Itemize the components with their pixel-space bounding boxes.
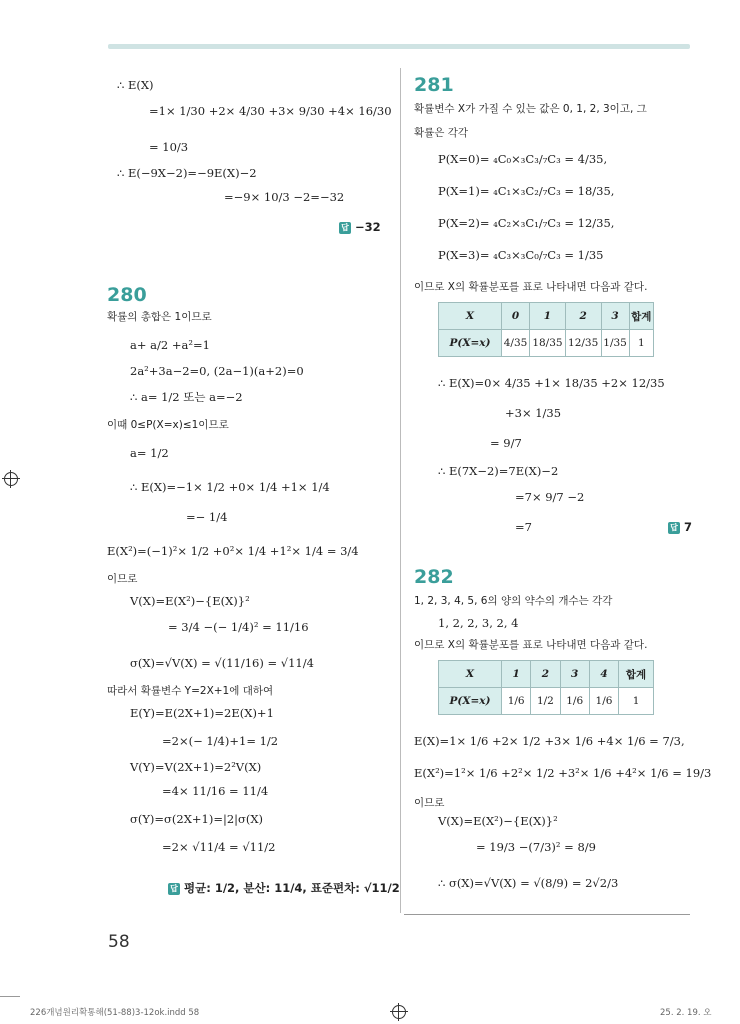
p280-line-3: 2a²+3a−2=0, (2a−1)(a+2)=0 (130, 364, 304, 378)
table-cell: P(X=x) (439, 330, 502, 357)
table-cell: 1/35 (601, 330, 629, 357)
line-279-3: = 10/3 (149, 140, 189, 154)
p280-line-9: E(X²)=(−1)²× 1/2 +0²× 1/4 +1²× 1/4 = 3/4 (107, 544, 359, 558)
table-cell: 합계 (629, 303, 653, 330)
p280-line-10: 이므로 (107, 573, 138, 585)
registration-mark-icon (4, 472, 18, 486)
problem-281-number: 281 (414, 74, 454, 96)
table-cell: 4 (589, 661, 618, 688)
footer-date: 25. 2. 19. 오 (660, 1008, 712, 1018)
p280-line-19: σ(Y)=σ(2X+1)=|2|σ(X) (130, 812, 264, 826)
p282-line-3: 이므로 X의 확률분포를 표로 나타내면 다음과 같다. (414, 639, 648, 651)
p280-line-20: =2× √11/4 = √11/2 (162, 840, 276, 854)
p281-calc-3: = 9/7 (490, 436, 522, 450)
table-cell: 0 (502, 303, 530, 330)
p280-line-13: σ(X)=√V(X) = √(11/16) = √11/4 (130, 656, 314, 670)
column-divider (400, 68, 401, 913)
line-279-4: ∴ E(−9X−2)=−9E(X)−2 (117, 166, 257, 180)
answer-279: 답 −32 (339, 220, 381, 234)
table-cell: 1/6 (589, 688, 618, 715)
table-cell: 1/6 (502, 688, 531, 715)
p280-line-11: V(X)=E(X²)−{E(X)}² (130, 594, 250, 608)
p280-line-8: =− 1/4 (186, 510, 228, 524)
table-cell: 4/35 (502, 330, 530, 357)
table-cell: 3 (601, 303, 629, 330)
distribution-table-282 (438, 660, 654, 715)
p280-line-2: a+ a/2 +a²=1 (130, 338, 210, 352)
p281-calc-1: ∴ E(X)=0× 4/35 +1× 18/35 +2× 12/35 (438, 376, 665, 390)
answer-badge-icon: 답 (168, 883, 180, 895)
table-cell: 합계 (619, 661, 654, 688)
footer-file: 226개념원리확통해(51-88)3-12ok.indd 58 (30, 1008, 200, 1018)
page-number: 58 (108, 932, 130, 952)
p282-line-2: 1, 2, 2, 3, 2, 4 (438, 616, 519, 630)
p280-line-15: E(Y)=E(2X+1)=2E(X)+1 (130, 706, 274, 720)
table-cell: 1/2 (531, 688, 560, 715)
p281-calc-4: ∴ E(7X−2)=7E(X)−2 (438, 464, 559, 478)
p280-line-5: 이때 0≤P(X=x)≤1이므로 (107, 419, 229, 431)
problem-282-number: 282 (414, 566, 454, 588)
registration-mark-icon (392, 1005, 406, 1019)
p282-calc-5: = 19/3 −(7/3)² = 8/9 (476, 840, 596, 854)
table-cell: 3 (560, 661, 589, 688)
table-row (439, 330, 654, 357)
table-cell: 1/6 (560, 688, 589, 715)
crop-line (0, 996, 20, 997)
answer-280: 답 평균: 1/2, 분산: 11/4, 표준편차: √11/2 (168, 880, 400, 896)
table-cell: 1 (502, 661, 531, 688)
answer-281: 답 7 (668, 520, 692, 534)
p282-calc-6: ∴ σ(X)=√V(X) = √(8/9) = 2√2/3 (438, 876, 619, 890)
p281-intro-1: 확률변수 X가 가질 수 있는 값은 0, 1, 2, 3이고, 그 (414, 103, 647, 115)
p282-calc-3: 이므로 (414, 797, 445, 809)
p282-calc-1: E(X)=1× 1/6 +2× 1/2 +3× 1/6 +4× 1/6 = 7/3, (414, 734, 685, 748)
p282-calc-4: V(X)=E(X²)−{E(X)}² (438, 814, 558, 828)
table-cell: 2 (531, 661, 560, 688)
p281-calc-2: +3× 1/35 (505, 406, 562, 420)
answer-badge-icon: 답 (668, 522, 680, 534)
table-cell: 1 (530, 303, 566, 330)
p281-table-caption: 이므로 X의 확률분포를 표로 나타내면 다음과 같다. (414, 281, 648, 293)
table-cell: 12/35 (565, 330, 601, 357)
table-cell: P(X=x) (439, 688, 502, 715)
p281-prob-1: P(X=1)= ₄C₁×₃C₂/₇C₃ = 18/35, (438, 184, 615, 198)
p281-calc-5: =7× 9/7 −2 (515, 490, 585, 504)
problem-280-number: 280 (107, 284, 147, 306)
distribution-table-281 (438, 302, 654, 357)
p282-calc-2: E(X²)=1²× 1/6 +2²× 1/2 +3²× 1/6 +4²× 1/6 = 19/3 (414, 766, 712, 780)
p280-line-6: a= 1/2 (130, 446, 169, 460)
p282-line-1: 1, 2, 3, 4, 5, 6의 양의 약수의 개수는 각각 (414, 595, 613, 607)
table-cell: 2 (565, 303, 601, 330)
p280-line-4: ∴ a= 1/2 또는 a=−2 (130, 390, 243, 404)
line-279-1: ∴ E(X) (117, 78, 154, 92)
p280-line-17: V(Y)=V(2X+1)=2²V(X) (130, 760, 262, 774)
bottom-rule (404, 914, 690, 915)
p280-line-7: ∴ E(X)=−1× 1/2 +0× 1/4 +1× 1/4 (130, 480, 330, 494)
table-row (439, 303, 654, 330)
table-cell: X (439, 303, 502, 330)
p280-line-18: =4× 11/16 = 11/4 (162, 784, 269, 798)
p280-line-16: =2×(− 1/4)+1= 1/2 (162, 734, 279, 748)
p281-prob-2: P(X=2)= ₄C₂×₃C₁/₇C₃ = 12/35, (438, 216, 615, 230)
p281-intro-2: 확률은 각각 (414, 127, 469, 139)
table-row (439, 688, 654, 715)
answer-badge-icon: 답 (339, 222, 351, 234)
table-cell: 1 (619, 688, 654, 715)
p280-line-14: 따라서 확률변수 Y=2X+1에 대하여 (107, 685, 274, 697)
top-bar (108, 44, 690, 49)
table-row (439, 661, 654, 688)
line-279-5: =−9× 10/3 −2=−32 (224, 190, 345, 204)
table-cell: 18/35 (530, 330, 566, 357)
table-cell: 1 (629, 330, 653, 357)
line-279-2: =1× 1/30 +2× 4/30 +3× 9/30 +4× 16/30 (149, 104, 392, 118)
p280-line-1: 확률의 총합은 1이므로 (107, 311, 212, 323)
p281-prob-0: P(X=0)= ₄C₀×₃C₃/₇C₃ = 4/35, (438, 152, 608, 166)
p280-line-12: = 3/4 −(− 1/4)² = 11/16 (168, 620, 309, 634)
p281-calc-6: =7 (515, 520, 532, 534)
p281-prob-3: P(X=3)= ₄C₃×₃C₀/₇C₃ = 1/35 (438, 248, 604, 262)
table-cell: X (439, 661, 502, 688)
